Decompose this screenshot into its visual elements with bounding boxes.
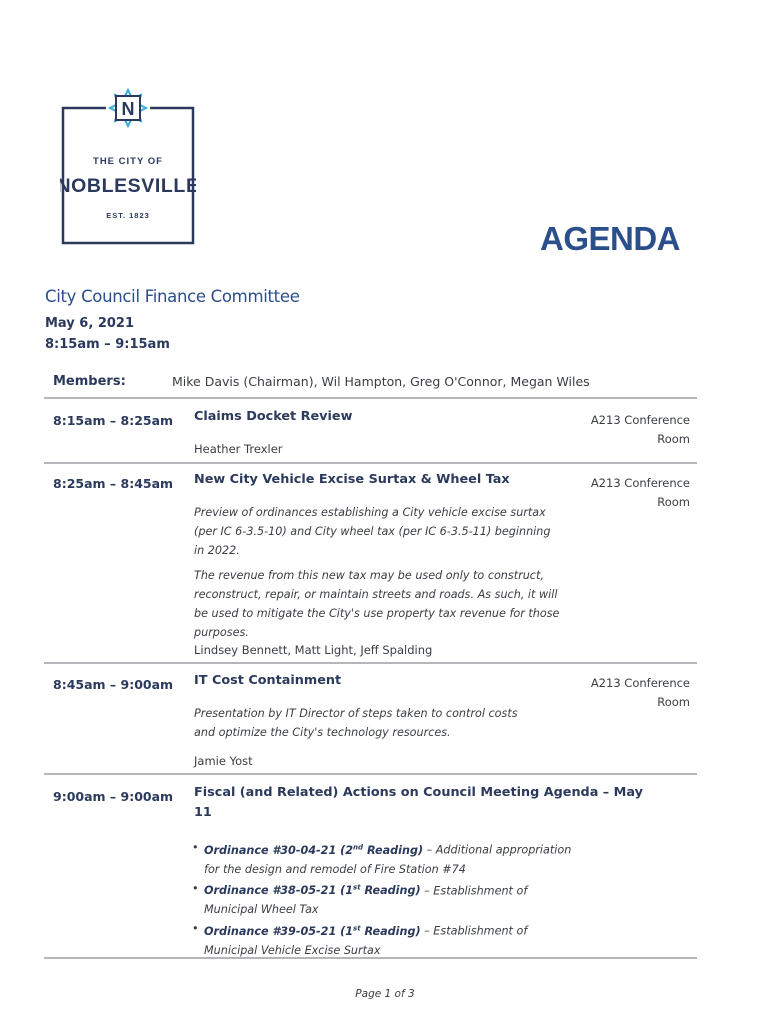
divider [44,957,697,959]
committee-name: City Council Finance Committee [45,287,300,306]
list-item: • Ordinance #38-05-21 (1st Reading) – Establishment of Municipal Wheel Tax [192,881,528,917]
svg-text:N: N [121,99,135,119]
item-title: Claims Docket Review [194,409,353,424]
item-location: A213 Conference Room [590,476,690,509]
item-location: A213 Conference Room [590,413,690,446]
item-presenter: Heather Trexler [194,442,283,456]
meeting-time: 8:15am – 9:15am [45,337,170,352]
item-presenter: Jamie Yost [194,754,253,768]
page-number: Page 1 of 3 [355,988,415,1000]
item-description: Presentation by IT Director of steps taken to control costs and optimize the City's technology resources. [194,707,518,739]
list-item: • Ordinance #39-05-21 (1st Reading) – Establishment of Municipal Vehicle Excise Surtax [192,922,528,958]
item-time: 9:00am – 9:00am [53,789,174,804]
item-title: Fiscal (and Related) Actions on Council Meeting Agenda – May 11 [194,785,643,820]
city-logo [60,86,196,246]
agenda-title: AGENDA [539,220,680,257]
noblesville-logo-icon [60,86,196,246]
divider [44,397,697,399]
item-description: Preview of ordinances establishing a City vehicle excise surtax (per IC 6-3.5-10) and City wheel tax (per IC 6-3.5-11) beginning in 2022. The revenue from this new tax may be used only to construct, reconstruct, repair, or maintain streets and roads. As such, it will be used to mitigate the City's use property tax revenue for those purposes. [194,506,560,639]
svg-text:EST. 1823: EST. 1823 [106,211,150,220]
meeting-date: May 6, 2021 [45,316,135,331]
members-list: Mike Davis (Chairman), Wil Hampton, Greg O'Connor, Megan Wiles [172,374,590,389]
list-item: • Ordinance #30-04-21 (2nd Reading) – Additional appropriation for the design and remodel of Fire Station #74 [192,841,572,876]
divider [44,662,697,664]
divider [44,773,697,775]
members-label: Members: [53,374,126,389]
item-location: A213 Conference Room [590,676,690,709]
item-title: New City Vehicle Excise Surtax & Wheel Tax [194,472,510,487]
item-time: 8:25am – 8:45am [53,476,174,491]
divider [44,462,697,464]
ordinance-list [192,838,572,960]
svg-text:THE CITY OF: THE CITY OF [93,156,163,167]
item-time: 8:15am – 8:25am [53,413,174,428]
item-title: IT Cost Containment [194,673,342,688]
item-time: 8:45am – 9:00am [53,677,174,692]
item-presenter: Lindsey Bennett, Matt Light, Jeff Spalding [194,643,433,657]
svg-text:NOBLESVILLE: NOBLESVILLE [60,175,196,197]
